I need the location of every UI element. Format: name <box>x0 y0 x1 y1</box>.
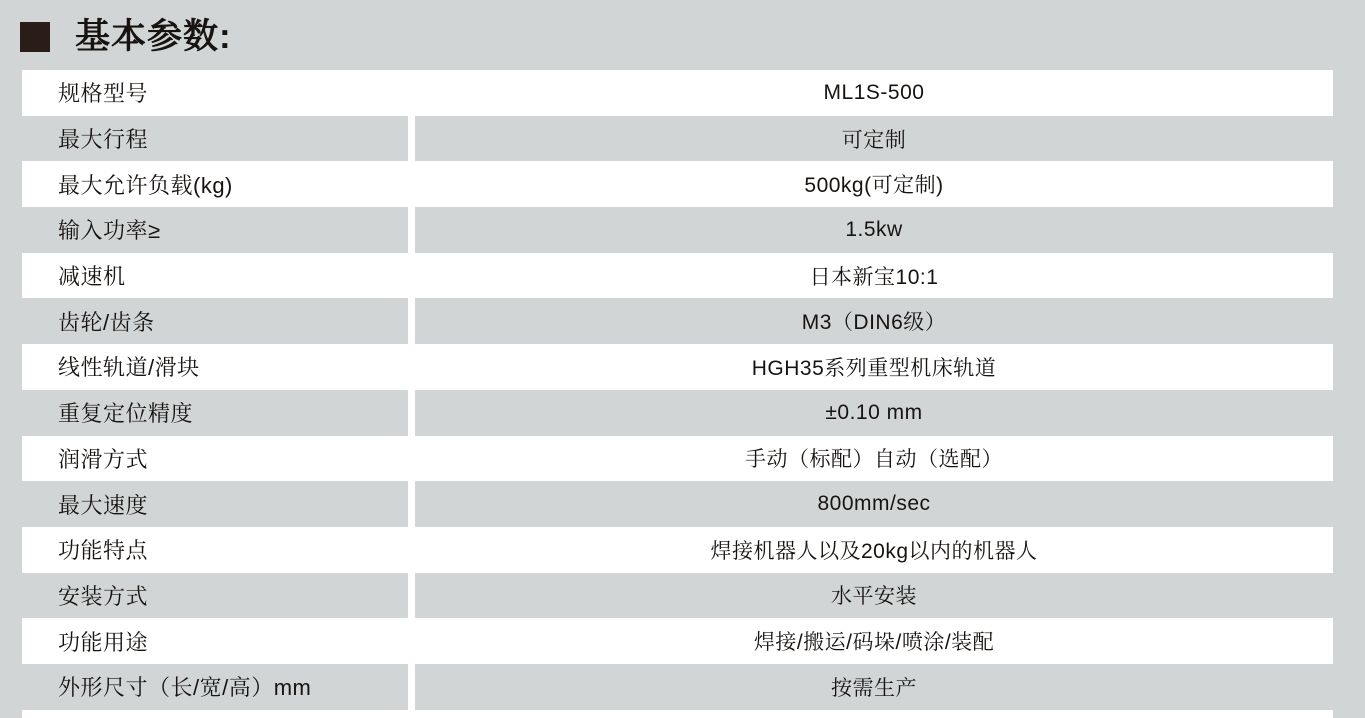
table-row <box>22 390 1333 436</box>
spec-value: 焊接/搬运/码垛/喷涂/装配 <box>415 618 1333 664</box>
table-row <box>22 70 1333 116</box>
table-row <box>22 116 1333 162</box>
table-row <box>22 527 1333 573</box>
table-row <box>22 664 1333 710</box>
section-bullet-icon <box>20 22 50 52</box>
table-row <box>22 207 1333 253</box>
table-row <box>22 344 1333 390</box>
spec-label: 最大速度 <box>22 481 408 527</box>
table-row <box>22 481 1333 527</box>
spec-label: 最大行程 <box>22 116 408 162</box>
table-row <box>22 573 1333 619</box>
spec-value: 500kg(可定制) <box>415 161 1333 207</box>
spec-label: 齿轮/齿条 <box>22 298 408 344</box>
spec-label: 线性轨道/滑块 <box>22 344 408 390</box>
spec-value: M3（DIN6级） <box>415 298 1333 344</box>
spec-value: 800mm/sec <box>415 481 1333 527</box>
spec-value: 日本新宝10:1 <box>415 253 1333 299</box>
spec-value: 按需生产 <box>415 664 1333 710</box>
spec-value: ML1S-500 <box>415 70 1333 116</box>
spec-value: 焊接机器人以及20kg以内的机器人 <box>415 527 1333 573</box>
spec-label: 功能用途 <box>22 618 408 664</box>
spec-value: HGH35系列重型机床轨道 <box>415 344 1333 390</box>
table-row <box>22 253 1333 299</box>
spec-label: 润滑方式 <box>22 436 408 482</box>
spec-value: ±0.10 mm <box>415 390 1333 436</box>
section-header <box>20 14 232 60</box>
spec-label: 外形尺寸（长/宽/高）mm <box>22 664 408 710</box>
page-title: 基本参数: <box>75 17 232 56</box>
spec-value: 水平安装 <box>415 573 1333 619</box>
spec-value: 可定制 <box>415 116 1333 162</box>
table-row <box>22 298 1333 344</box>
spec-value: 1.5kw <box>415 207 1333 253</box>
spec-label: 安装方式 <box>22 573 408 619</box>
spec-label: 功能特点 <box>22 527 408 573</box>
partial-next-row <box>22 710 1333 718</box>
spec-label: 重复定位精度 <box>22 390 408 436</box>
spec-label: 减速机 <box>22 253 408 299</box>
table-row <box>22 161 1333 207</box>
spec-table <box>22 70 1333 718</box>
table-row <box>22 436 1333 482</box>
spec-label: 规格型号 <box>22 70 408 116</box>
spec-label: 输入功率≥ <box>22 207 408 253</box>
table-row <box>22 618 1333 664</box>
spec-value: 手动（标配）自动（选配） <box>415 436 1333 482</box>
spec-label: 最大允许负载(kg) <box>22 161 408 207</box>
